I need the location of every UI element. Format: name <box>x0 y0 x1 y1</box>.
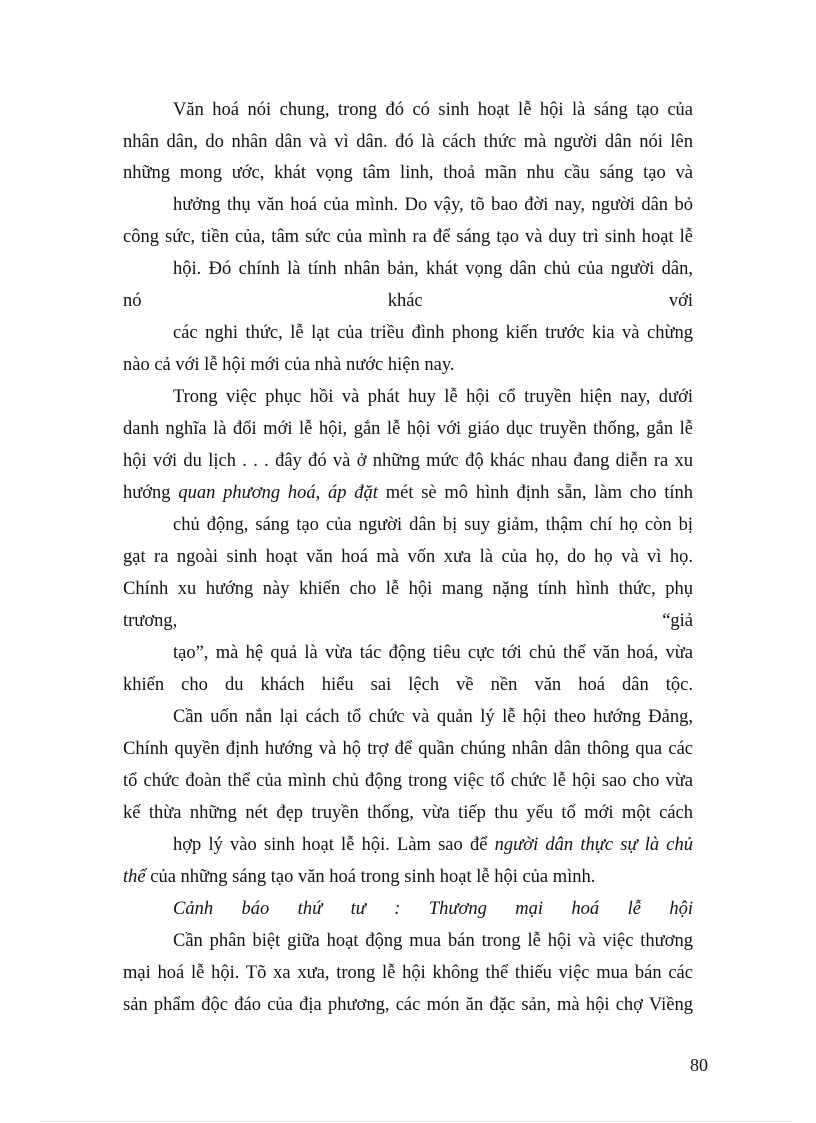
emphasis-text: quan phương hoá, áp đặt <box>178 483 378 503</box>
section-heading: Cảnh báo thứ tư : Thương mại hoá lễ hội <box>173 899 693 919</box>
footer-divider <box>40 1121 791 1122</box>
text-line: các nghi thức, lễ lạt của triều đình phong kiến trước kia và chừng <box>173 323 693 343</box>
text-line: thể của những sáng tạo văn hoá trong sinh hoạt lễ hội của mình. <box>123 867 596 887</box>
text-line: nó khác với <box>123 291 693 311</box>
text-line: Cần phân biệt giữa hoạt động mua bán trong lễ hội và việc thương <box>173 931 693 951</box>
text-line: hợp lý vào sinh hoạt lễ hội. Làm sao để người dân thực sự là chủ <box>173 835 694 855</box>
text-line: trương, “giả <box>123 611 693 631</box>
text-line: Chính quyền định hướng và hộ trợ để quần chúng nhân dân thông qua các <box>123 739 693 759</box>
text-line: công sức, tiền của, tâm sức của mình ra để sáng tạo và duy trì sinh hoạt lễ <box>123 227 693 247</box>
text-line: hưởng thụ văn hoá của mình. Do vậy, tõ bao đời nay, người dân bỏ <box>173 195 693 215</box>
text-line: khiến cho du khách hiểu sai lệch về nền văn hoá dân tộc. <box>123 675 693 695</box>
text-line: Chính xu hướng này khiến cho lễ hội mang nặng tính hình thức, phụ <box>123 579 693 599</box>
text-line: chủ động, sáng tạo của người dân bị suy giảm, thậm chí họ còn bị <box>173 515 693 535</box>
text-line: kế thừa những nét đẹp truyền thống, vừa tiếp thu yếu tố mới một cách <box>123 803 693 823</box>
text-line: tổ chức đoàn thể của mình chủ động trong việc tổ chức lễ hội sao cho vừa <box>123 771 693 791</box>
text-line: gạt ra ngoài sinh hoạt văn hoá mà vốn xưa là của họ, do họ và vì họ. <box>123 547 693 567</box>
text-line: nào cả với lễ hội mới của nhà nước hiện nay. <box>123 355 455 375</box>
text-line: hội. Đó chính là tính nhân bản, khát vọng dân chủ của người dân, <box>173 259 693 279</box>
text-line: mại hoá lễ hội. Tõ xa xưa, trong lễ hội không thể thiếu việc mua bán các <box>123 963 693 983</box>
text-line: Văn hoá nói chung, trong đó có sinh hoạt lễ hội là sáng tạo của <box>173 100 693 120</box>
text-line: Trong việc phục hồi và phát huy lễ hội cổ truyền hiện nay, dưới <box>173 387 693 407</box>
page-number: 80 <box>690 1055 708 1075</box>
emphasis-text: người dân thực sự là chủ <box>494 835 694 855</box>
text-line: những mong ước, khát vọng tâm linh, thoả mãn nhu cầu sáng tạo và <box>123 163 693 183</box>
emphasis-text: thể <box>123 867 146 887</box>
text-line: nhân dân, do nhân dân và vì dân. đó là cách thức mà người dân nói lên <box>123 132 693 152</box>
text-line: danh nghĩa là đổi mới lễ hội, gắn lễ hội với giáo dục truyền thống, gắn lễ <box>123 419 693 439</box>
text-line: Cần uốn nắn lại cách tổ chức và quản lý lễ hội theo hướng Đảng, <box>173 707 693 727</box>
text-line: hướng quan phương hoá, áp đặt mét sè mô hình định sẵn, làm cho tính <box>123 483 694 503</box>
text-line: sản phẩm độc đáo của địa phương, các món ăn đặc sản, mà hội chợ Viềng <box>123 995 693 1015</box>
text-line: tạo”, mà hệ quả là vừa tác động tiêu cực tới chủ thể văn hoá, vừa <box>173 643 693 663</box>
text-line: hội với du lịch . . . đây đó và ở những mức độ khác nhau đang diễn ra xu <box>123 451 693 471</box>
